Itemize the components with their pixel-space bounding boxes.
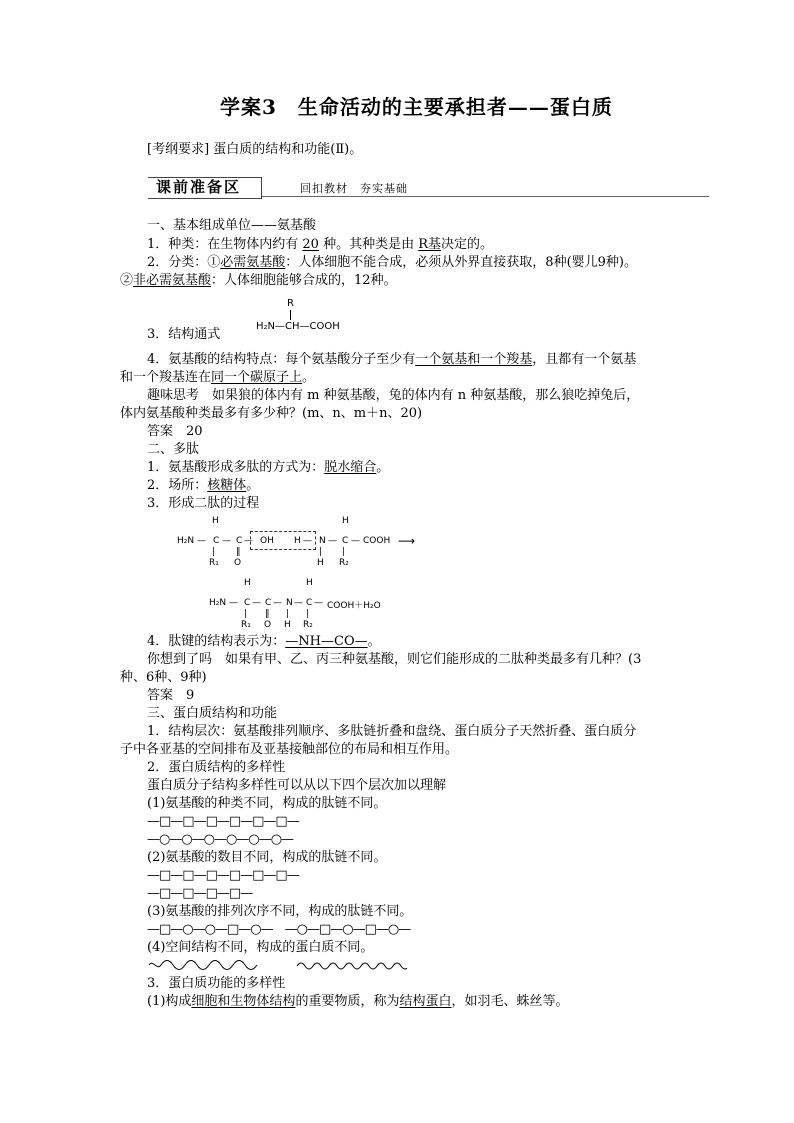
paragraph-line: 2．蛋白质结构的多样性 xyxy=(147,760,286,775)
section-heading: 三、蛋白质结构和功能 xyxy=(147,706,278,721)
paragraph-line: 2．场所：核糖体。 xyxy=(147,478,260,493)
peptide-chain-diagram: —□—□—□—□—□—□— xyxy=(147,814,299,829)
answer-line: 答案 9 xyxy=(147,688,195,703)
paragraph-line: 4．氨基酸的结构特点：每个氨基酸分子至少有一个氨基和一个羧基，且都有一个氨基 xyxy=(147,352,637,367)
fun-question: 趣味思考 如果狼的体内有 m 种氨基酸，兔的体内有 n 种氨基酸，那么狼吃掉兔后， xyxy=(147,388,640,403)
think-question: 你想到了吗 如果有甲、乙、丙三种氨基酸，则它们能形成的二肽种类最多有几种？(3 xyxy=(147,652,642,667)
peptide-chain-diagram: —□—□—□—□— xyxy=(147,886,253,901)
paragraph-line: (4)空间结构不同，构成的蛋白质不同。 xyxy=(147,940,374,955)
formula-r-group: R xyxy=(287,298,294,309)
paragraph-line: ②非必需氨基酸：人体细胞能够合成的，12种。 xyxy=(120,273,397,288)
paragraph-line: (1)氨基酸的种类不同，构成的肽链不同。 xyxy=(147,796,387,811)
section-heading: 二、多肽 xyxy=(147,442,200,457)
section-heading: 一、基本组成单位——氨基酸 xyxy=(147,218,317,233)
paragraph-line: 蛋白质分子结构多样性可以从以下四个层次加以理解 xyxy=(147,778,447,793)
paragraph-line: 3．形成二肽的过程 xyxy=(147,496,260,511)
paragraph-line: 和一个羧基连在同一个碳原子上。 xyxy=(120,370,316,385)
folded-protein-illustration xyxy=(147,958,407,972)
paragraph-line: 1．氨基酸形成多肽的方式为：脱水缩合。 xyxy=(147,460,390,475)
think-question-cont: 种、6种、9种) xyxy=(120,670,207,685)
peptide-chain-diagram: —○—○—○—○—○—○— xyxy=(147,832,294,847)
section-banner-subtitle: 回扣教材 夯实基础 xyxy=(300,182,408,195)
paragraph-line: (1)构成细胞和生物体结构的重要物质，称为结构蛋白，如羽毛、蛛丝等。 xyxy=(147,994,569,1009)
section-banner-title: 课前准备区 xyxy=(156,178,242,196)
paragraph-line: 子中各亚基的空间排布及亚基接触部位的布局和相互作用。 xyxy=(120,742,459,757)
formula-bond xyxy=(290,310,291,320)
amino-acid-general-formula: H₂N—CH—COOH xyxy=(256,321,340,332)
peptide-chain-diagram: —□—○—○—□—○— —○—□—○—□—○— xyxy=(147,922,411,937)
syllabus-requirement: [考纲要求] 蛋白质的结构和功能(Ⅱ)。 xyxy=(147,142,363,157)
fun-question-cont: 体内氨基酸种类最多有多少种？(m、n、m＋n、20) xyxy=(120,406,423,421)
paragraph-line: 1．结构层次：氨基酸排列顺序、多肽链折叠和盘绕、蛋白质分子天然折叠、蛋白质分 xyxy=(147,724,637,739)
paragraph-line: 1．种类：在生物体内约有 20 种。其种类是由 R基决定的。 xyxy=(147,237,494,252)
paragraph-line: 3．结构通式 xyxy=(147,327,221,342)
paragraph-line: 4．肽键的结构表示为：—NH—CO—。 xyxy=(147,634,381,649)
answer-line: 答案 20 xyxy=(147,424,203,439)
water-removal-box xyxy=(250,531,316,550)
paragraph-line: 3．蛋白质功能的多样性 xyxy=(147,976,286,991)
paragraph-line: (2)氨基酸的数目不同，构成的肽链不同。 xyxy=(147,850,387,865)
peptide-chain-diagram: —□—□—□—□—□—□— xyxy=(147,868,299,883)
page-title: 学案3 生命活动的主要承担者——蛋白质 xyxy=(220,95,613,119)
paragraph-line: (3)氨基酸的排列次序不同，构成的肽链不同。 xyxy=(147,904,413,919)
document-page: 学案3 生命活动的主要承担者——蛋白质 [考纲要求] 蛋白质的结构和功能(Ⅱ)。 课前准备区 回扣教材 夯实基础 一、基本组成单位——氨基酸 1．种类：在生物体内约有 20 种。其种类是由 R基决定的。 2．分类：①必需氨基酸：人体细胞不能合成，必须从外界直接获取，8种(婴儿9种)。 ②非必需氨基酸：人体细胞能够合成的，12种。 3．结构通式 R H₂N—CH—COOH 4．氨基酸的结构特点：每个氨基酸分子至少有一个氨基和一个羧基，且都有一个氨基 和一个羧基连在同一个碳原子上。 趣味思考 如果狼的体内有 m 种氨基酸，兔的体内有 n 种氨基酸，那么狼吃掉兔后， 体内氨基酸种类最多有多少种？(m、n、m＋n、20) 答案 20 二、多肽 1．氨基酸形成多肽的方式为：脱水缩合。 2．场所：核糖体。 3．形成二肽的过程 H H H₂N — C — C — OH H — N — C — COOH ⟶ | ‖ | | R₁ O H R₂ H H H₂N — C — C — N — C — COOH＋H₂O | ‖ | | R₁ O H R₂ 4．肽键的结构表示为：—NH—CO—。 你想到了吗 如果有甲、乙、丙三种氨基酸，则它们能形成的二肽种类最多有几种？(3 种、6种、9种) 答案 9 三、蛋白质结构和功能 1．结构层次：氨基酸排列顺序、多肽链折叠和盘绕、蛋白质分子天然折叠、蛋白质分 子中各亚基的空间排布及亚基接触部位的布局和相互作用。 2．蛋白质结构的多样性 蛋白质分子结构多样性可以从以下四个层次加以理解 (1)氨基酸的种类不同，构成的肽链不同。 —□—□—□—□—□—□— —○—○—○—○—○—○— (2)氨基酸的数目不同，构成的肽链不同。 —□—□—□—□—□—□— —□—□—□—□— (3)氨基酸的排列次序不同，构成的肽链不同。 —□—○—○—□—○— —○—□—○—□—○— (4)空间结构不同，构成的蛋白质不同。 3．蛋白质功能的多样性 (1)构成细胞和生物体结构的重要物质，称为结构蛋白，如羽毛、蛛丝等。 xyxy=(0,0,794,1123)
paragraph-line: 2．分类：①必需氨基酸：人体细胞不能合成，必须从外界直接获取，8种(婴儿9种)。 xyxy=(147,255,637,270)
